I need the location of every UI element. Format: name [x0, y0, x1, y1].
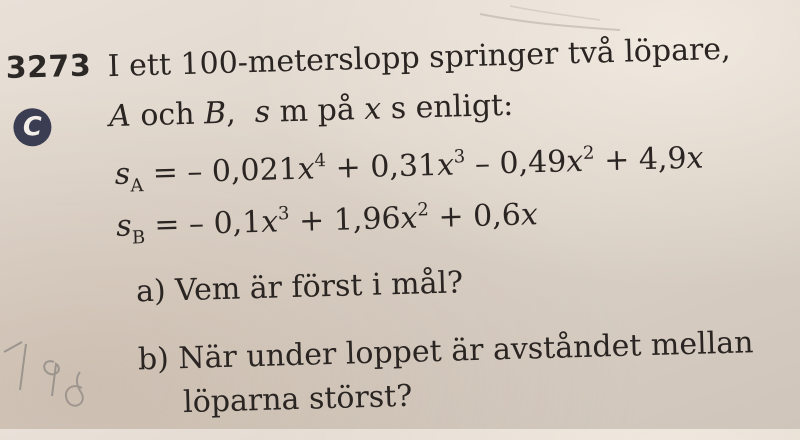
eq-a-x2: x — [436, 147, 455, 183]
intro-var-s: s — [254, 94, 271, 131]
runner-a-label: A — [108, 98, 132, 135]
eq-b-part2: + 1,96 — [289, 200, 402, 240]
difficulty-badge-label: C — [22, 111, 43, 143]
eq-a-exp3: 2 — [582, 142, 595, 164]
eq-b-exp2: 2 — [417, 199, 430, 221]
eq-b-x2: x — [400, 200, 419, 236]
eq-a-x1: x — [297, 151, 316, 187]
equation-runner-b — [116, 198, 539, 248]
eq-a-part1: = – 0,021 — [142, 151, 299, 192]
equation-runner-a — [114, 142, 704, 196]
intro-m-pa: m på — [269, 91, 365, 130]
eq-a-part3: – 0,49 — [464, 144, 567, 183]
question-a: a) Vem är först i mål? — [135, 265, 464, 310]
eq-b-lhs-var: s — [115, 208, 133, 244]
question-b-line-1: b) När under loppet är avståndet mellan — [137, 325, 754, 378]
intro-och: och — [130, 96, 205, 134]
eq-b-x3: x — [520, 197, 539, 233]
eq-b-lhs-sub: B — [131, 227, 146, 249]
eq-b-x1: x — [260, 204, 279, 240]
eq-a-exp1: 4 — [314, 150, 327, 172]
intro-s-enligt: s enligt: — [380, 87, 514, 127]
problem-intro-line-1: I ett 100-meterslopp springer två löpare, — [107, 31, 732, 85]
eq-b-part1: = – 0,1 — [144, 204, 262, 244]
runner-b-label: B — [203, 95, 227, 132]
intro-var-x: x — [363, 91, 382, 127]
eq-a-part2: + 0,31 — [325, 147, 438, 187]
pencil-handwriting-mark — [0, 330, 110, 429]
question-b-line-2: löparna störst? — [182, 378, 413, 421]
eq-a-part4: + 4,9 — [594, 140, 688, 179]
eq-a-lhs-sub: A — [130, 175, 144, 197]
eq-a-x4: x — [686, 140, 704, 176]
eq-b-part3: + 0,6 — [428, 197, 522, 236]
intro-comma: , — [225, 95, 237, 131]
eq-a-exp2: 3 — [453, 146, 466, 168]
problem-intro-line-2 — [108, 87, 514, 135]
eq-b-exp1: 3 — [277, 203, 290, 225]
pen-scribble-mark — [470, 0, 630, 40]
difficulty-badge-icon — [13, 108, 52, 147]
eq-a-x3: x — [565, 143, 584, 180]
eq-a-lhs-var: s — [114, 156, 131, 192]
problem-number: 3273 — [5, 48, 92, 86]
